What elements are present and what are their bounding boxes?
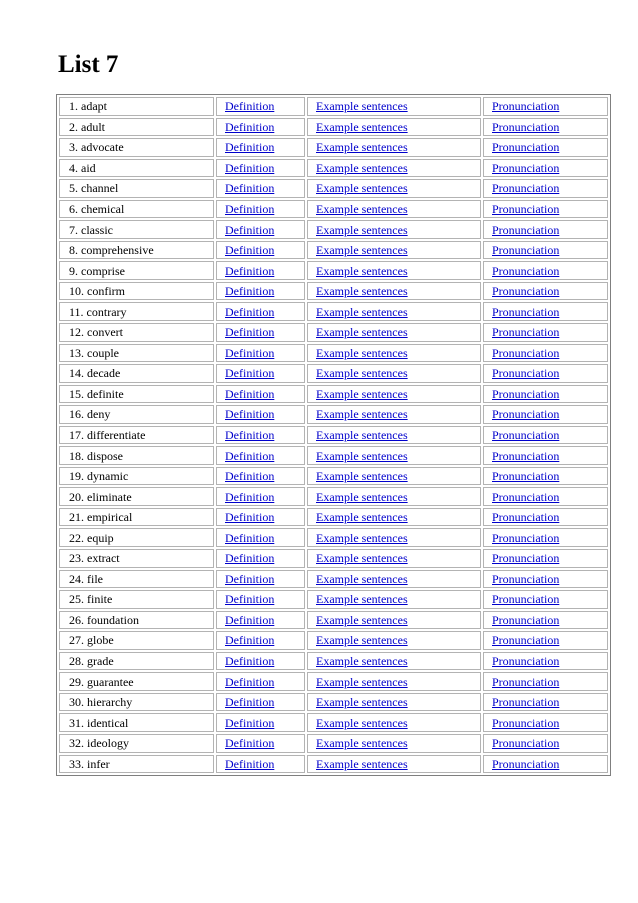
example-sentences-cell (307, 241, 481, 260)
example-sentences-link[interactable]: Example sentences (316, 551, 408, 566)
example-sentences-cell (307, 693, 481, 712)
table-row (59, 261, 608, 280)
pronunciation-cell (483, 734, 608, 753)
definition-link[interactable]: Definition (225, 448, 275, 463)
word-cell: 26. foundation (59, 611, 214, 630)
example-sentences-link[interactable]: Example sentences (316, 304, 408, 319)
pronunciation-link[interactable]: Pronunciation (492, 592, 560, 607)
example-sentences-link[interactable]: Example sentences (316, 489, 408, 504)
pronunciation-cell (483, 241, 608, 260)
table-row (59, 570, 608, 589)
definition-cell (216, 570, 305, 589)
definition-link[interactable]: Definition (225, 469, 275, 484)
example-sentences-link[interactable]: Example sentences (316, 756, 408, 771)
definition-cell (216, 179, 305, 198)
definition-link[interactable]: Definition (225, 551, 275, 566)
pronunciation-cell (483, 755, 608, 774)
definition-cell (216, 487, 305, 506)
definition-cell (216, 467, 305, 486)
pronunciation-cell (483, 323, 608, 342)
word-list-body (59, 97, 608, 773)
table-row (59, 200, 608, 219)
word-cell: 27. globe (59, 631, 214, 650)
table-row (59, 385, 608, 404)
pronunciation-link[interactable]: Pronunciation (492, 489, 560, 504)
example-sentences-link[interactable]: Example sentences (316, 284, 408, 299)
example-sentences-cell (307, 713, 481, 732)
pronunciation-cell (483, 220, 608, 239)
pronunciation-link[interactable]: Pronunciation (492, 633, 560, 648)
definition-link[interactable]: Definition (225, 633, 275, 648)
definition-link[interactable]: Definition (225, 181, 275, 196)
word-cell: 18. dispose (59, 446, 214, 465)
definition-cell (216, 590, 305, 609)
pronunciation-cell (483, 467, 608, 486)
definition-cell (216, 159, 305, 178)
table-row (59, 590, 608, 609)
table-row (59, 323, 608, 342)
table-row (59, 734, 608, 753)
example-sentences-cell (307, 549, 481, 568)
pronunciation-link[interactable]: Pronunciation (492, 304, 560, 319)
example-sentences-cell (307, 446, 481, 465)
pronunciation-cell (483, 713, 608, 732)
word-cell: 1. adapt (59, 97, 214, 116)
pronunciation-link[interactable]: Pronunciation (492, 386, 560, 401)
example-sentences-link[interactable]: Example sentences (316, 119, 408, 134)
table-row (59, 220, 608, 239)
definition-cell (216, 611, 305, 630)
definition-cell (216, 734, 305, 753)
table-row (59, 241, 608, 260)
definition-link[interactable]: Definition (225, 428, 275, 443)
word-cell: 6. chemical (59, 200, 214, 219)
pronunciation-link[interactable]: Pronunciation (492, 366, 560, 381)
example-sentences-cell (307, 611, 481, 630)
example-sentences-cell (307, 323, 481, 342)
definition-link[interactable]: Definition (225, 674, 275, 689)
word-cell: 20. eliminate (59, 487, 214, 506)
definition-cell (216, 426, 305, 445)
pronunciation-cell (483, 200, 608, 219)
pronunciation-link[interactable]: Pronunciation (492, 99, 560, 114)
pronunciation-link[interactable]: Pronunciation (492, 140, 560, 155)
word-cell: 11. contrary (59, 302, 214, 321)
example-sentences-cell (307, 590, 481, 609)
table-row (59, 467, 608, 486)
definition-cell (216, 631, 305, 650)
table-row (59, 344, 608, 363)
definition-link[interactable]: Definition (225, 386, 275, 401)
definition-cell (216, 138, 305, 157)
table-row (59, 672, 608, 691)
example-sentences-link[interactable]: Example sentences (316, 530, 408, 545)
word-cell: 33. infer (59, 755, 214, 774)
pronunciation-cell (483, 631, 608, 650)
example-sentences-cell (307, 652, 481, 671)
example-sentences-link[interactable]: Example sentences (316, 160, 408, 175)
pronunciation-cell (483, 179, 608, 198)
example-sentences-link[interactable]: Example sentences (316, 325, 408, 340)
pronunciation-link[interactable]: Pronunciation (492, 674, 560, 689)
pronunciation-cell (483, 528, 608, 547)
table-row (59, 118, 608, 137)
pronunciation-cell (483, 508, 608, 527)
word-cell: 21. empirical (59, 508, 214, 527)
pronunciation-link[interactable]: Pronunciation (492, 715, 560, 730)
definition-link[interactable]: Definition (225, 715, 275, 730)
pronunciation-cell (483, 405, 608, 424)
definition-link[interactable]: Definition (225, 571, 275, 586)
definition-link[interactable]: Definition (225, 263, 275, 278)
pronunciation-cell (483, 570, 608, 589)
example-sentences-cell (307, 487, 481, 506)
example-sentences-link[interactable]: Example sentences (316, 736, 408, 751)
example-sentences-link[interactable]: Example sentences (316, 243, 408, 258)
definition-cell (216, 508, 305, 527)
pronunciation-link[interactable]: Pronunciation (492, 428, 560, 443)
pronunciation-cell (483, 590, 608, 609)
pronunciation-cell (483, 302, 608, 321)
pronunciation-cell (483, 611, 608, 630)
pronunciation-cell (483, 118, 608, 137)
example-sentences-link[interactable]: Example sentences (316, 612, 408, 627)
example-sentences-link[interactable]: Example sentences (316, 407, 408, 422)
word-cell: 30. hierarchy (59, 693, 214, 712)
example-sentences-link[interactable]: Example sentences (316, 181, 408, 196)
example-sentences-cell (307, 508, 481, 527)
table-row (59, 282, 608, 301)
example-sentences-link[interactable]: Example sentences (316, 592, 408, 607)
definition-cell (216, 364, 305, 383)
table-row (59, 405, 608, 424)
pronunciation-cell (483, 159, 608, 178)
pronunciation-link[interactable]: Pronunciation (492, 571, 560, 586)
example-sentences-link[interactable]: Example sentences (316, 386, 408, 401)
table-row (59, 97, 608, 116)
example-sentences-cell (307, 220, 481, 239)
pronunciation-link[interactable]: Pronunciation (492, 695, 560, 710)
example-sentences-cell (307, 528, 481, 547)
definition-cell (216, 241, 305, 260)
pronunciation-link[interactable]: Pronunciation (492, 612, 560, 627)
example-sentences-cell (307, 570, 481, 589)
definition-link[interactable]: Definition (225, 243, 275, 258)
word-cell: 24. file (59, 570, 214, 589)
word-cell: 8. comprehensive (59, 241, 214, 260)
definition-cell (216, 672, 305, 691)
table-row (59, 508, 608, 527)
definition-link[interactable]: Definition (225, 366, 275, 381)
table-row (59, 426, 608, 445)
example-sentences-cell (307, 118, 481, 137)
example-sentences-cell (307, 426, 481, 445)
pronunciation-link[interactable]: Pronunciation (492, 345, 560, 360)
example-sentences-cell (307, 672, 481, 691)
pronunciation-cell (483, 261, 608, 280)
definition-link[interactable]: Definition (225, 530, 275, 545)
definition-link[interactable]: Definition (225, 222, 275, 237)
table-row (59, 631, 608, 650)
example-sentences-cell (307, 385, 481, 404)
definition-link[interactable]: Definition (225, 756, 275, 771)
word-cell: 2. adult (59, 118, 214, 137)
example-sentences-link[interactable]: Example sentences (316, 695, 408, 710)
pronunciation-link[interactable]: Pronunciation (492, 284, 560, 299)
word-list-table (56, 94, 611, 776)
pronunciation-cell (483, 549, 608, 568)
definition-link[interactable]: Definition (225, 119, 275, 134)
word-cell: 29. guarantee (59, 672, 214, 691)
pronunciation-link[interactable]: Pronunciation (492, 736, 560, 751)
definition-cell (216, 405, 305, 424)
definition-link[interactable]: Definition (225, 407, 275, 422)
definition-link[interactable]: Definition (225, 304, 275, 319)
word-cell: 23. extract (59, 549, 214, 568)
example-sentences-link[interactable]: Example sentences (316, 202, 408, 216)
pronunciation-cell (483, 364, 608, 383)
pronunciation-link[interactable]: Pronunciation (492, 325, 560, 340)
definition-link[interactable]: Definition (225, 325, 275, 340)
example-sentences-link[interactable]: Example sentences (316, 510, 408, 525)
example-sentences-cell (307, 631, 481, 650)
pronunciation-link[interactable]: Pronunciation (492, 222, 560, 237)
definition-cell (216, 97, 305, 116)
definition-link[interactable]: Definition (225, 510, 275, 525)
definition-cell (216, 261, 305, 280)
example-sentences-cell (307, 282, 481, 301)
example-sentences-cell (307, 97, 481, 116)
definition-cell (216, 323, 305, 342)
example-sentences-link[interactable]: Example sentences (316, 263, 408, 278)
example-sentences-cell (307, 261, 481, 280)
definition-cell (216, 446, 305, 465)
example-sentences-link[interactable]: Example sentences (316, 715, 408, 730)
example-sentences-link[interactable]: Example sentences (316, 140, 408, 155)
definition-cell (216, 220, 305, 239)
pronunciation-link[interactable]: Pronunciation (492, 160, 560, 175)
example-sentences-link[interactable]: Example sentences (316, 571, 408, 586)
word-cell: 14. decade (59, 364, 214, 383)
example-sentences-cell (307, 344, 481, 363)
table-row (59, 179, 608, 198)
definition-cell (216, 693, 305, 712)
example-sentences-link[interactable]: Example sentences (316, 633, 408, 648)
word-cell: 28. grade (59, 652, 214, 671)
example-sentences-cell (307, 159, 481, 178)
pronunciation-cell (483, 138, 608, 157)
word-cell: 31. identical (59, 713, 214, 732)
example-sentences-cell (307, 200, 481, 219)
definition-cell (216, 344, 305, 363)
definition-cell (216, 385, 305, 404)
word-cell: 4. aid (59, 159, 214, 178)
pronunciation-link[interactable]: Pronunciation (492, 530, 560, 545)
word-cell: 7. classic (59, 220, 214, 239)
word-cell: 16. deny (59, 405, 214, 424)
definition-link[interactable]: Definition (225, 612, 275, 627)
pronunciation-cell (483, 487, 608, 506)
table-row (59, 302, 608, 321)
definition-cell (216, 528, 305, 547)
definition-link[interactable]: Definition (225, 140, 275, 155)
table-row (59, 487, 608, 506)
word-cell: 13. couple (59, 344, 214, 363)
definition-cell (216, 713, 305, 732)
word-cell: 12. convert (59, 323, 214, 342)
word-cell: 5. channel (59, 179, 214, 198)
example-sentences-cell (307, 467, 481, 486)
pronunciation-link[interactable]: Pronunciation (492, 181, 560, 196)
definition-link[interactable]: Definition (225, 489, 275, 504)
definition-link[interactable]: Definition (225, 695, 275, 710)
table-row (59, 364, 608, 383)
pronunciation-cell (483, 282, 608, 301)
example-sentences-link[interactable]: Example sentences (316, 469, 408, 484)
word-cell: 19. dynamic (59, 467, 214, 486)
example-sentences-cell (307, 405, 481, 424)
pronunciation-link[interactable]: Pronunciation (492, 263, 560, 278)
pronunciation-link[interactable]: Pronunciation (492, 469, 560, 484)
pronunciation-cell (483, 446, 608, 465)
word-cell: 17. differentiate (59, 426, 214, 445)
definition-link[interactable]: Definition (225, 284, 275, 299)
table-row (59, 138, 608, 157)
pronunciation-link[interactable]: Pronunciation (492, 510, 560, 525)
table-row (59, 713, 608, 732)
table-row (59, 693, 608, 712)
example-sentences-cell (307, 755, 481, 774)
example-sentences-link[interactable]: Example sentences (316, 654, 408, 669)
pronunciation-cell (483, 344, 608, 363)
page-title: List 7 (58, 51, 119, 78)
pronunciation-link[interactable]: Pronunciation (492, 756, 560, 771)
example-sentences-link[interactable]: Example sentences (316, 366, 408, 381)
definition-cell (216, 118, 305, 137)
pronunciation-cell (483, 97, 608, 116)
example-sentences-cell (307, 302, 481, 321)
table-row (59, 652, 608, 671)
example-sentences-cell (307, 364, 481, 383)
example-sentences-link[interactable]: Example sentences (316, 345, 408, 360)
table-row (59, 611, 608, 630)
word-cell: 15. definite (59, 385, 214, 404)
pronunciation-link[interactable]: Pronunciation (492, 119, 560, 134)
example-sentences-link[interactable]: Example sentences (316, 428, 408, 443)
word-cell: 9. comprise (59, 261, 214, 280)
word-cell: 25. finite (59, 590, 214, 609)
table-row (59, 755, 608, 774)
example-sentences-link[interactable]: Example sentences (316, 99, 408, 114)
example-sentences-cell (307, 734, 481, 753)
example-sentences-cell (307, 138, 481, 157)
example-sentences-link[interactable]: Example sentences (316, 222, 408, 237)
pronunciation-link[interactable]: Pronunciation (492, 448, 560, 463)
pronunciation-link[interactable]: Pronunciation (492, 654, 560, 669)
table-row (59, 159, 608, 178)
pronunciation-cell (483, 693, 608, 712)
table-row (59, 446, 608, 465)
pronunciation-cell (483, 672, 608, 691)
definition-cell (216, 200, 305, 219)
definition-cell (216, 755, 305, 774)
pronunciation-link[interactable]: Pronunciation (492, 202, 560, 216)
definition-link[interactable]: Definition (225, 202, 275, 216)
word-cell: 32. ideology (59, 734, 214, 753)
word-cell: 3. advocate (59, 138, 214, 157)
definition-link[interactable]: Definition (225, 592, 275, 607)
table-row (59, 549, 608, 568)
pronunciation-link[interactable]: Pronunciation (492, 243, 560, 258)
definition-link[interactable]: Definition (225, 99, 275, 114)
definition-cell (216, 549, 305, 568)
pronunciation-link[interactable]: Pronunciation (492, 551, 560, 566)
table-row (59, 528, 608, 547)
word-cell: 10. confirm (59, 282, 214, 301)
pronunciation-link[interactable]: Pronunciation (492, 407, 560, 422)
definition-cell (216, 652, 305, 671)
example-sentences-link[interactable]: Example sentences (316, 674, 408, 689)
definition-link[interactable]: Definition (225, 736, 275, 751)
example-sentences-link[interactable]: Example sentences (316, 448, 408, 463)
pronunciation-cell (483, 385, 608, 404)
pronunciation-cell (483, 426, 608, 445)
pronunciation-cell (483, 652, 608, 671)
definition-cell (216, 282, 305, 301)
example-sentences-cell (307, 179, 481, 198)
definition-link[interactable]: Definition (225, 160, 275, 175)
word-cell: 22. equip (59, 528, 214, 547)
definition-link[interactable]: Definition (225, 654, 275, 669)
definition-cell (216, 302, 305, 321)
definition-link[interactable]: Definition (225, 345, 275, 360)
